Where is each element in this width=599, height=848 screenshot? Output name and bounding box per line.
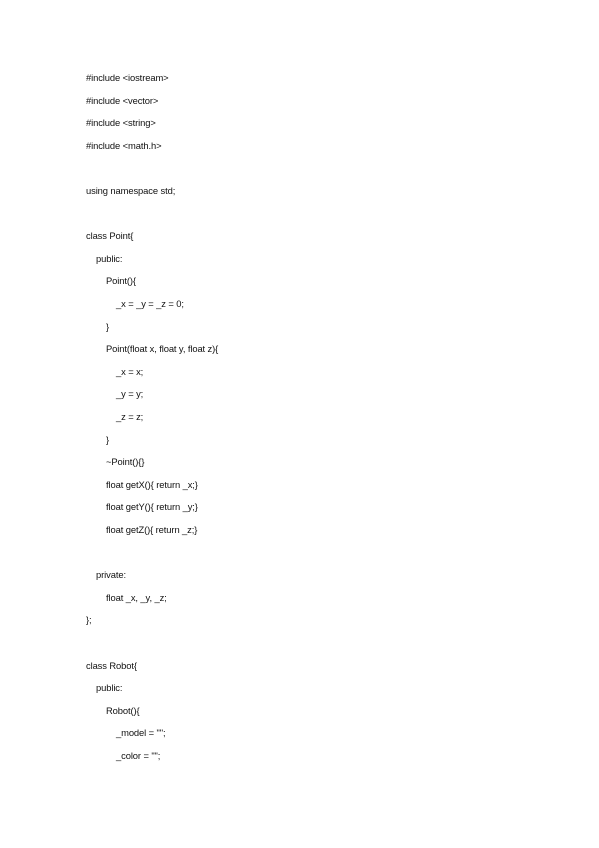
code-line: private: bbox=[96, 569, 126, 581]
code-line: Robot(){ bbox=[106, 704, 140, 716]
code-line: } bbox=[106, 433, 110, 445]
code-line: _z = z; bbox=[116, 411, 144, 422]
code-line: ~Point(){} bbox=[106, 456, 145, 468]
code-line: float getX(){ return _x;} bbox=[106, 478, 198, 490]
code-line: float _x, _y, _z; bbox=[106, 591, 167, 603]
code-line: _color = ""; bbox=[116, 750, 161, 761]
code-line: Point(){ bbox=[106, 275, 136, 287]
code-line: float getY(){ return _y;} bbox=[106, 501, 198, 513]
code-line: class Robot{ bbox=[86, 659, 137, 671]
code-line: float getZ(){ return _z;} bbox=[106, 524, 198, 535]
code-line: _x = _y = _z = 0; bbox=[116, 298, 184, 309]
code-line: _model = ""; bbox=[116, 727, 166, 739]
code-line: }; bbox=[86, 614, 92, 626]
code-line: #include <string> bbox=[86, 117, 156, 129]
code-line: using namespace std; bbox=[86, 185, 176, 196]
code-line: public: bbox=[96, 682, 123, 694]
code-line: #include <vector> bbox=[86, 94, 159, 106]
code-line: } bbox=[106, 320, 110, 332]
code-line: #include <iostream> bbox=[86, 72, 169, 83]
code-line: class Point{ bbox=[86, 230, 134, 242]
code-line: #include <math.h> bbox=[86, 139, 162, 151]
code-line: Point(float x, float y, float z){ bbox=[106, 343, 219, 355]
code-line: _x = x; bbox=[116, 365, 144, 377]
code-line: public: bbox=[96, 252, 123, 264]
code-line: _y = y; bbox=[116, 388, 144, 400]
